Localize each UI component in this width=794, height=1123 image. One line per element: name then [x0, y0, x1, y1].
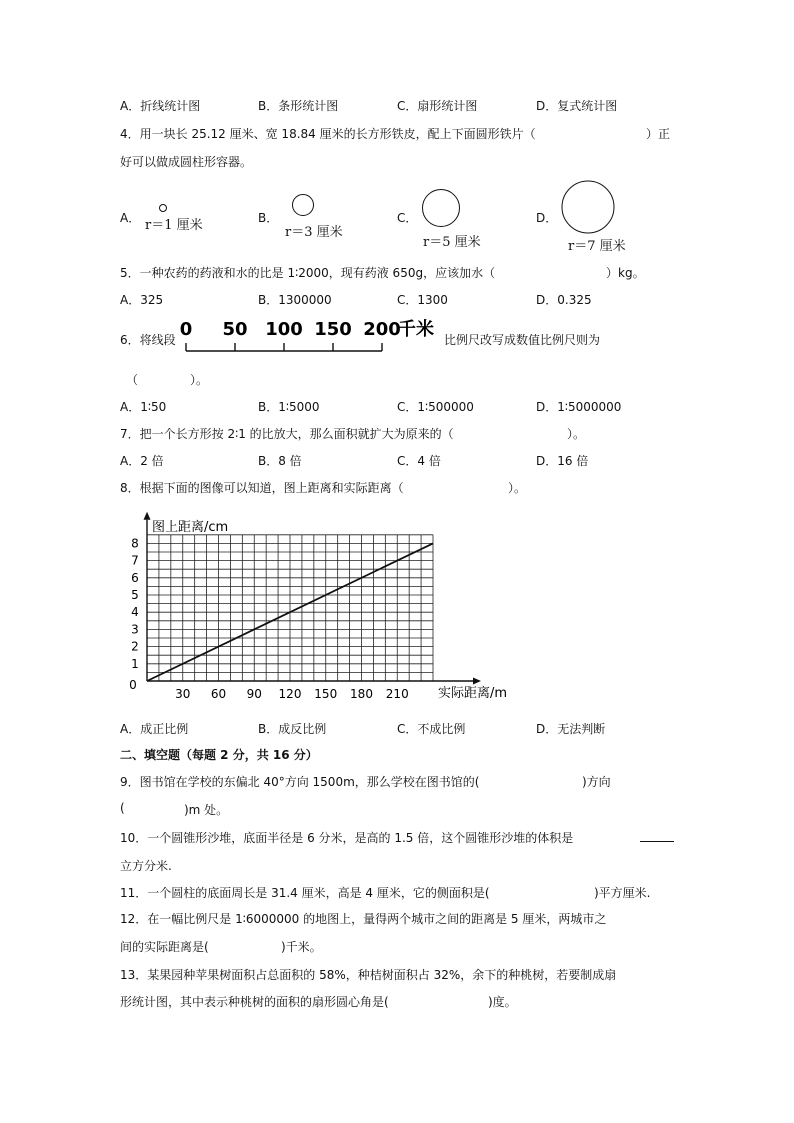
q5-option-c: C．1300	[397, 293, 448, 307]
x-tick-label: 90	[246, 687, 262, 701]
q5-stem: 5．一种农药的药液和水的比是 1∶2000，现有药液 650g，应该加水（	[120, 266, 496, 280]
q10-answer-blank[interactable]	[640, 841, 674, 842]
x-tick-label: 180	[350, 687, 373, 701]
y-tick-label: 6	[131, 570, 139, 585]
q8-option-d: D．无法判断	[536, 722, 606, 736]
q6-option-c: C．1∶500000	[397, 400, 474, 414]
scale-label-100: 100	[265, 319, 303, 340]
q8-stem: 8．根据下面的图像可以知道，图上距离和实际距离（	[120, 481, 404, 495]
q7-option-b: B．8 倍	[258, 454, 302, 468]
q9-line2-open: (	[120, 801, 125, 815]
section2-title: 二、填空题（每题 2 分，共 16 分）	[120, 748, 318, 762]
y-tick-label: 8	[131, 536, 139, 551]
y-tick-label: 7	[131, 553, 139, 568]
q6-line-scale	[176, 315, 446, 357]
q10-line1: 10．一个圆锥形沙堆，底面半径是 6 分米，是高的 1.5 倍，这个圆锥形沙堆的体积是	[120, 831, 574, 845]
q4-option-b-letter: B．	[258, 211, 279, 225]
q7-stem: 7．把一个长方形按 2∶1 的比放大，那么面积就扩大为原来的（	[120, 427, 454, 441]
y-tick-label: 5	[131, 588, 139, 602]
scale-label-150: 150	[314, 319, 352, 340]
q13-line1: 13．某果园种苹果树面积占总面积的 58%，种桔树面积占 32%，余下的种桃树，若要制成扇	[120, 968, 617, 982]
y-tick-label: 1	[131, 656, 139, 671]
q3-option-a: A．折线统计图	[120, 99, 201, 113]
q6-option-a: A．1∶50	[120, 400, 167, 414]
q7-option-c: C．4 倍	[397, 454, 441, 468]
q6-option-d: D．1∶5000000	[536, 400, 622, 414]
q12-line1: 12．在一幅比例尺是 1∶6000000 的地图上，量得两个城市之间的距离是 5 厘米，两城市之	[120, 912, 607, 926]
circle-r7-icon	[562, 181, 614, 233]
q8-option-c: C．不成比例	[397, 722, 466, 736]
q3-option-b: B．条形统计图	[258, 99, 339, 113]
y-axis-label: 图上距离/cm	[152, 519, 229, 535]
q12-line2: 间的实际距离是(	[120, 940, 209, 954]
q4-option-d-label: r＝7 厘米	[568, 239, 626, 254]
x-axis-arrow-icon	[473, 678, 481, 685]
proportion-chart	[110, 500, 530, 710]
q8-stem-end: ）。	[508, 481, 527, 495]
y-axis-arrow-icon	[144, 512, 151, 520]
q4-option-c-letter: C．	[397, 211, 418, 225]
q4-option-c-label: r＝5 厘米	[423, 235, 481, 250]
q4-option-b-label: r＝3 厘米	[285, 225, 343, 240]
q9-line1-end: )方向	[582, 775, 611, 789]
q4-stem-line2: 好可以做成圆柱形容器。	[120, 155, 253, 169]
q11-line1-end: )平方厘米.	[594, 886, 651, 900]
q9-line1: 9．图书馆在学校的东偏北 40°方向 1500m，那么学校在图书馆的(	[120, 775, 480, 789]
circle-r1-icon	[160, 205, 167, 212]
scale-label-200: 200	[363, 319, 401, 340]
origin-label: 0	[129, 678, 137, 692]
y-tick-label: 4	[131, 605, 139, 620]
q9-line2-end: )m 处。	[184, 803, 229, 817]
q6-stem-start: 6．将线段	[120, 333, 176, 347]
q11-line1: 11．一个圆柱的底面周长是 31.4 厘米，高是 4 厘米，它的侧面积是(	[120, 886, 490, 900]
q13-line2-end: )度。	[488, 995, 517, 1009]
x-tick-label: 210	[385, 687, 409, 701]
q4-stem-line1: 4．用一块长 25.12 厘米、宽 18.84 厘米的长方形铁皮，配上下面圆形铁片（	[120, 127, 536, 141]
q13-line2: 形统计图，其中表示种桃树的面积的扇形圆心角是(	[120, 995, 389, 1009]
q3-option-d: D．复式统计图	[536, 99, 618, 113]
scale-label-50: 50	[222, 319, 248, 340]
y-tick-label: 3	[131, 622, 139, 637]
q5-option-b: B．1300000	[258, 293, 332, 307]
q6-option-b: B．1∶5000	[258, 400, 320, 414]
q5-stem-end: ）kg。	[606, 266, 645, 280]
x-tick-label: 150	[314, 687, 338, 701]
x-axis-label: 实际距离/m	[438, 686, 508, 701]
q6-blank-close: ）。	[190, 373, 209, 387]
y-tick-label: 2	[131, 639, 139, 654]
q7-option-d: D．16 倍	[536, 454, 589, 468]
q6-blank-open: （	[126, 373, 139, 387]
q4-stem-line1-end: ）正	[646, 127, 671, 141]
q7-stem-end: ）。	[567, 427, 586, 441]
q4-option-a-label: r＝1 厘米	[145, 218, 203, 233]
q10-line2: 立方分米.	[120, 859, 172, 873]
x-tick-label: 30	[175, 687, 191, 701]
scale-unit: 千米	[398, 319, 434, 340]
x-tick-label: 120	[278, 687, 302, 701]
q8-option-b: B．成反比例	[258, 722, 327, 736]
q3-option-c: C．扇形统计图	[397, 99, 478, 113]
q4-option-a-letter: A．	[120, 211, 141, 225]
scale-label-0: 0	[179, 319, 193, 340]
q8-option-a: A．成正比例	[120, 722, 189, 736]
x-tick-label: 60	[210, 687, 227, 701]
q4-option-d-letter: D．	[536, 211, 558, 225]
q6-stem-end: 比例尺改写成数值比例尺则为	[444, 333, 601, 347]
q5-option-a: A．325	[120, 293, 164, 307]
q12-line2-end: )千米。	[281, 940, 322, 954]
circle-r3-icon	[293, 195, 314, 216]
q5-option-d: D．0.325	[536, 293, 592, 307]
q7-option-a: A．2 倍	[120, 454, 164, 468]
q4-circles	[0, 170, 794, 260]
circle-r5-icon	[423, 190, 460, 227]
